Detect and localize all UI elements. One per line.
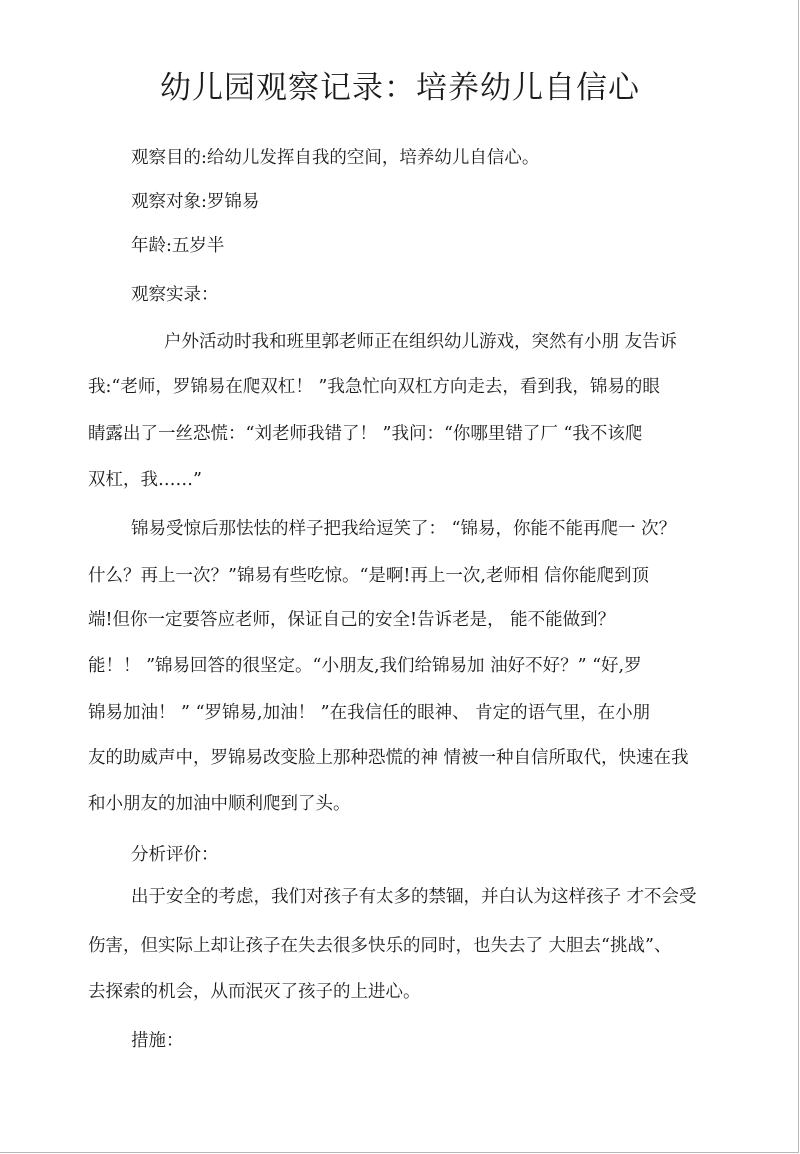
record-p1-line: 双杠，我……” [88,470,202,490]
measures-heading: 措施： [131,1031,184,1051]
record-p2-line: 和小朋友的加油中顺利爬到了头。 [88,794,351,814]
record-p2-line: 锦易加油！ ” “罗锦易,加油！ ”在我信任的眼神、 肯定的语气里，在小朋 [88,703,651,723]
record-p1-line: 我:“老师，罗锦易在爬双杠！ ”我急忙向双杠方向走去，看到我，锦易的眼 [88,377,660,397]
page-title: 幼儿园观察记录：培养幼儿自信心 [160,70,640,106]
analysis-heading: 分析评价： [131,845,219,865]
record-p1-line: 睛露出了一丝恐慌：“刘老师我错了！ ”我问：“你哪里错了厂 “我不该爬 [88,424,643,444]
record-p2-line: 锦易受惊后那怯怯的样子把我给逗笑了： “锦易，你能不能再爬一 次？ [131,519,677,539]
analysis-line: 去探索的机会，从而泯灭了孩子的上进心。 [88,982,421,1002]
record-p1-line: 户外活动时我和班里郭老师正在组织幼儿游戏，突然有小朋 友告诉 [164,332,678,352]
record-p2-line: 友的助威声中，罗锦易改变脸上那种恐慌的神 情被一种自信所取代，快速在我 [88,748,689,768]
analysis-line: 出于安全的考虑，我们对孩子有太多的禁锢，并白认为这样孩子 才不会受 [131,887,697,907]
analysis-line: 伤害，但实际上却让孩子在失去很多快乐的同时，也失去了 大胆去“挑战”、 [88,936,672,956]
purpose-line: 观察目的:给幼儿发挥自我的空间，培养幼儿自信心。 [131,148,540,168]
record-heading: 观察实录： [131,285,219,305]
subject-line: 观察对象:罗锦易 [131,192,260,212]
age-line: 年龄:五岁半 [131,236,225,256]
record-p2-line: 端!但你一定要答应老师，保证自己的安全!告诉老是， 能不能做到？ [88,610,616,630]
record-p2-line: 什么？再上一次？”锦易有些吃惊。“是啊!再上一次,老师相 信你能爬到顶 [88,566,650,586]
record-p2-line: 能！！ ”锦易回答的很坚定。“小朋友,我们给锦易加 油好不好？” “好,罗 [88,656,642,676]
